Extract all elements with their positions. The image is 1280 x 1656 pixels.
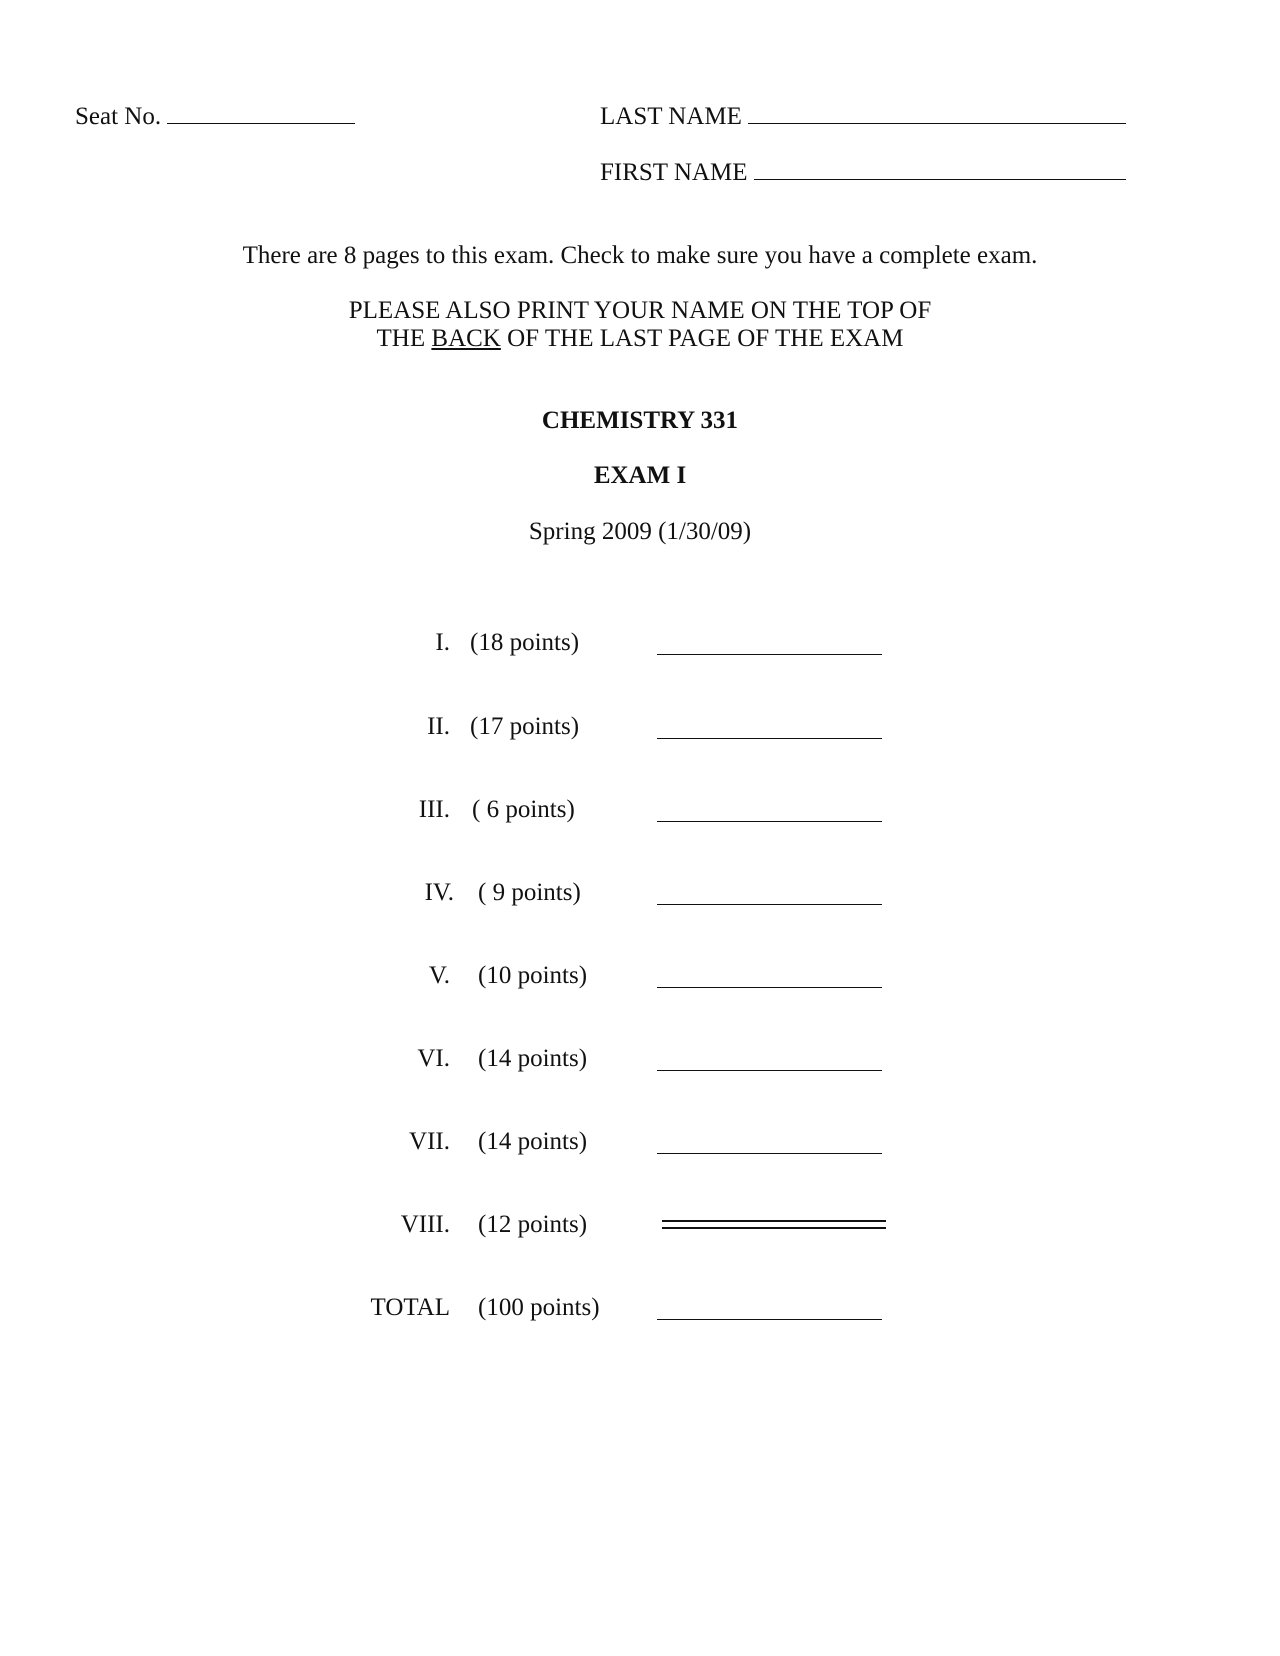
score-blank-double-top[interactable] (662, 1220, 886, 1222)
section-label: III. (418, 796, 450, 823)
last-name-field[interactable] (600, 103, 1126, 131)
print-name-line-2-pre: THE (376, 325, 426, 352)
score-row-5 (0, 961, 1280, 993)
section-label: VI. (417, 1045, 450, 1072)
last-name-label: LAST NAME (600, 103, 742, 130)
print-name-line-2-post: OF THE LAST PAGE OF THE EXAM (507, 325, 904, 352)
score-row-total (0, 1293, 1280, 1325)
section-points: ( 6 points) (472, 796, 575, 823)
score-blank[interactable] (657, 738, 882, 739)
exam-term-date: Spring 2009 (1/30/09) (528, 518, 752, 545)
score-blank[interactable] (657, 821, 882, 822)
section-points: ( 9 points) (478, 879, 581, 906)
score-blank[interactable] (657, 904, 882, 905)
score-row-8 (0, 1210, 1280, 1242)
score-blank[interactable] (657, 654, 882, 655)
print-name-line-1: PLEASE ALSO PRINT YOUR NAME ON THE TOP OF (348, 297, 932, 324)
first-name-label: FIRST NAME (600, 159, 748, 186)
score-row-1 (0, 628, 1280, 660)
score-row-7 (0, 1127, 1280, 1159)
total-score-blank[interactable] (657, 1319, 882, 1320)
section-points: (18 points) (470, 629, 580, 656)
section-points: (12 points) (478, 1211, 588, 1238)
seat-number-field[interactable] (75, 103, 355, 131)
score-row-6 (0, 1044, 1280, 1076)
score-blank[interactable] (657, 987, 882, 988)
section-points: (10 points) (478, 962, 588, 989)
score-blank[interactable] (657, 1070, 882, 1071)
score-blank[interactable] (657, 1153, 882, 1154)
seat-number-blank[interactable] (167, 122, 355, 124)
section-label: V. (428, 962, 450, 989)
back-underlined: BACK (431, 325, 501, 352)
section-points: (100 points) (478, 1294, 600, 1321)
score-row-3 (0, 795, 1280, 827)
section-label: IV. (424, 879, 454, 906)
last-name-blank[interactable] (748, 122, 1126, 124)
score-row-2 (0, 712, 1280, 744)
section-label: TOTAL (370, 1294, 450, 1321)
section-label: VII. (409, 1128, 450, 1155)
section-points: (14 points) (478, 1128, 588, 1155)
section-label: II. (427, 713, 450, 740)
section-label: I. (435, 629, 450, 656)
score-blank-double-bottom[interactable] (662, 1227, 886, 1229)
section-points: (14 points) (478, 1045, 588, 1072)
seat-number-label: Seat No. (75, 103, 162, 130)
score-row-4 (0, 878, 1280, 910)
print-name-line-2 (0, 325, 1280, 353)
course-title: CHEMISTRY 331 (541, 407, 739, 434)
exam-title: EXAM I (593, 462, 687, 489)
section-label: VIII. (400, 1211, 450, 1238)
first-name-field[interactable] (600, 159, 1126, 187)
first-name-blank[interactable] (754, 178, 1126, 180)
pages-note: There are 8 pages to this exam. Check to make sure you have a complete exam. (242, 242, 1038, 269)
section-points: (17 points) (470, 713, 580, 740)
